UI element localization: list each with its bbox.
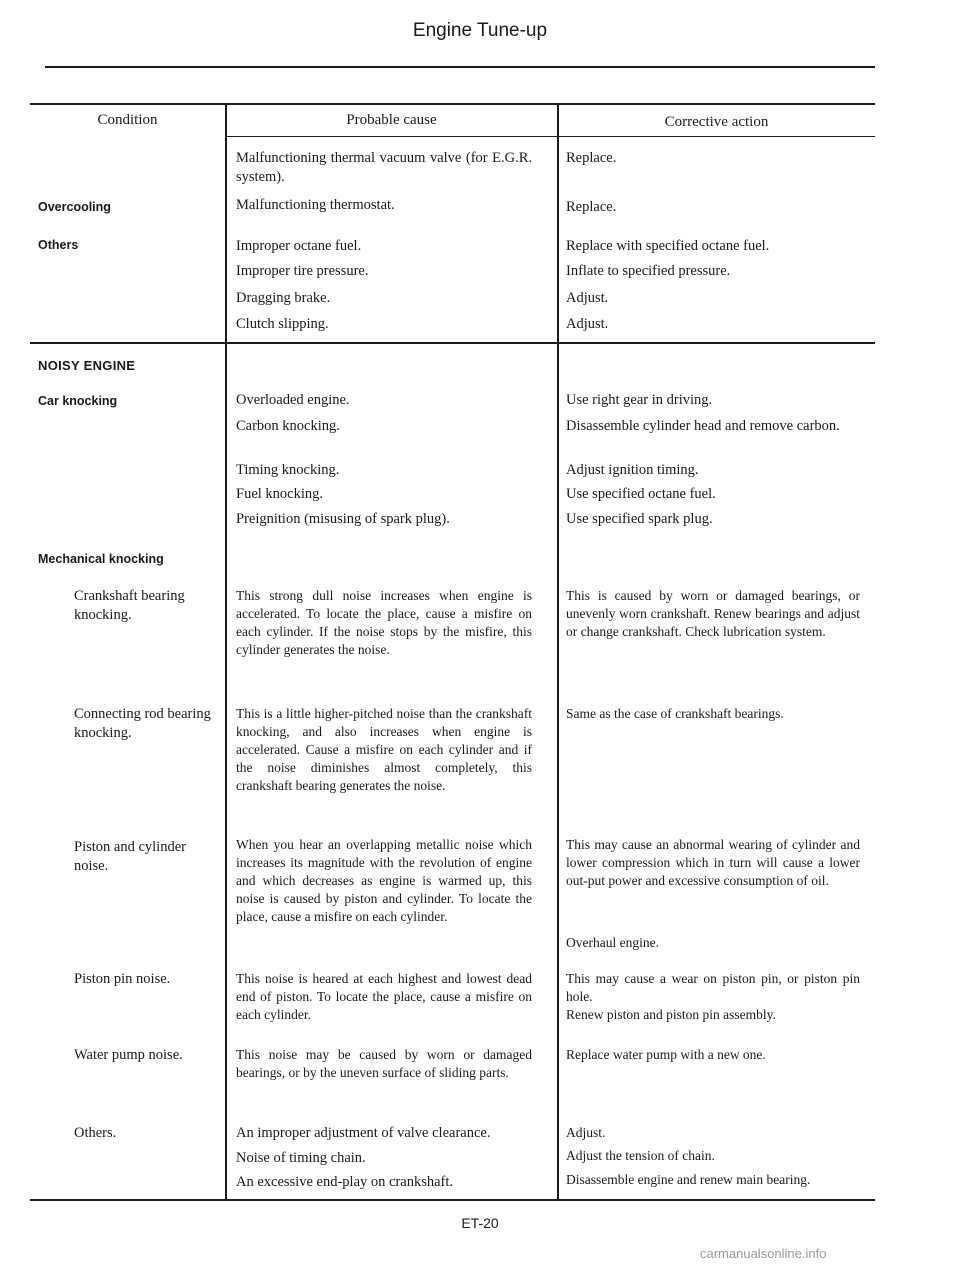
cause-clutch: Clutch slipping. [236,316,329,332]
cause-fuel-knocking: Fuel knocking. [236,486,323,502]
table-top-rule [30,103,875,105]
cause-timing-chain: Noise of timing chain. [236,1150,366,1166]
action-piston-pin: This may cause a wear on piston pin, or piston pin hole. [566,971,860,1004]
condition-mechanical-knocking: Mechanical knocking [38,552,164,566]
action-fuel-knocking: Use specified octane fuel. [566,486,716,502]
action-piston-cylinder: This may cause an abnormal wearing of cylinder and lower compression which in turn will cause a lower out-put power and excessive consumption of oil. [566,837,860,888]
cause-egr: Malfunctioning thermal vacuum valve (for E.G.R. system). [236,150,532,185]
action-tire: Inflate to specified pressure. [566,263,731,279]
action-connecting-rod: Same as the case of crankshaft bearings. [566,706,784,721]
cause-fuel: Improper octane fuel. [236,238,362,254]
watermark-text: carmanualsonline.info [700,1246,827,1261]
cause-brake: Dragging brake. [236,290,331,306]
cause-thermostat: Malfunctioning thermostat. [236,197,395,213]
action-renew-piston: Renew piston and piston pin assembly. [566,1007,776,1022]
header-condition: Condition [97,112,158,128]
column-divider-right [557,103,559,1200]
cause-valve-clearance: An improper adjustment of valve clearance. [236,1125,491,1141]
condition-overcooling: Overcooling [38,200,111,214]
cause-preignition: Preignition (misusing of spark plug). [236,511,450,527]
action-water-pump: Replace water pump with a new one. [566,1047,766,1062]
condition-piston-cylinder: Piston and cylinder noise. [74,839,186,874]
action-main-bearing: Disassemble engine and renew main bearing. [566,1172,811,1187]
cause-water-pump: This noise may be caused by worn or damaged bearings, or by the uneven surface of sliding parts. [236,1047,532,1080]
action-crankshaft-bearing: This is caused by worn or damaged bearings, or unevenly worn crankshaft. Renew bearings and adjust or change crankshaft. Check lubrication system. [566,588,860,639]
action-carbon: Disassemble cylinder head and remove carbon. [566,418,840,434]
action-thermostat: Replace. [566,199,617,215]
condition-water-pump: Water pump noise. [74,1047,183,1063]
cause-piston-pin: This noise is heared at each highest and lowest dead end of piston. To locate the place, cause a misfire on each cylinder. [236,971,532,1022]
condition-connecting-rod: Connecting rod bearing knocking. [74,706,211,741]
column-divider-left [225,103,227,1200]
table-bottom-rule [30,1199,875,1201]
action-adjust-valve: Adjust. [566,1125,606,1140]
action-chain-tension: Adjust the tension of chain. [566,1148,715,1163]
cause-tire: Improper tire pressure. [236,263,369,279]
action-fuel: Replace with specified octane fuel. [566,238,770,254]
condition-others: Others [38,238,79,252]
action-clutch: Adjust. [566,316,609,332]
condition-piston-pin: Piston pin noise. [74,971,171,987]
page-title: Engine Tune-up [412,20,548,41]
cause-crankshaft-bearing: This strong dull noise increases when engine is accelerated. To locate the place, cause a misfire on each cylinder. If the noise stops by the misfire, this cylinder generates the noise. [236,588,532,657]
title-rule [45,66,875,68]
cause-carbon: Carbon knocking. [236,418,340,434]
header-action: Corrective action [664,114,769,130]
condition-car-knocking: Car knocking [38,394,118,408]
action-brake: Adjust. [566,290,609,306]
page-number: ET-20 [461,1215,499,1231]
cause-timing: Timing knocking. [236,462,340,478]
action-preignition: Use specified spark plug. [566,511,713,527]
cause-end-play: An excessive end-play on crankshaft. [236,1174,454,1190]
header-cause: Probable cause [346,112,437,128]
section-noisy-engine: NOISY ENGINE [38,358,136,373]
action-egr: Replace. [566,150,617,166]
action-overloaded: Use right gear in driving. [566,392,713,408]
condition-others-noise: Others. [74,1125,117,1141]
section-rule [30,342,875,344]
cause-overloaded: Overloaded engine. [236,392,350,408]
condition-crankshaft-bearing: Crankshaft bearing knocking. [74,588,185,623]
header-bottom-rule-cause [225,136,875,137]
cause-connecting-rod: This is a little higher-pitched noise than the crankshaft knocking, and also increases when engine is accelerated. Cause a misfire on each cylinder and if the noise diminishes almost completely, this crankshaft bearing generates the noise. [236,706,532,793]
cause-piston-cylinder: When you hear an overlapping metallic noise which increases its magnitude with the revolution of engine and which decreases as engine is warmed up, this noise is caused by piston and cylinder. To locate the place, cause a misfire on each cylinder. [236,837,532,924]
action-timing: Adjust ignition timing. [566,462,699,478]
action-overhaul-engine: Overhaul engine. [566,935,659,950]
